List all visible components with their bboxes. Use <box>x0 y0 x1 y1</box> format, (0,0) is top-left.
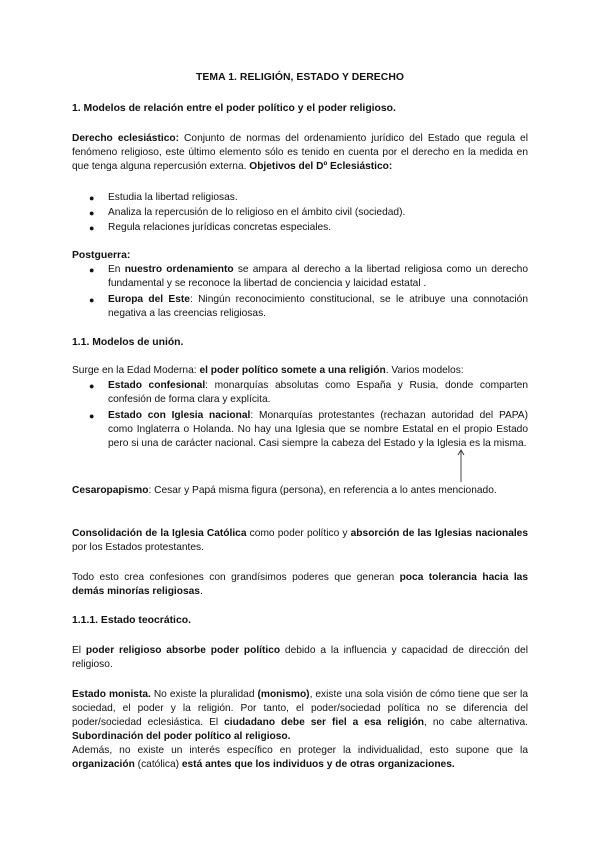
postguerra-heading: Postguerra: <box>72 250 131 261</box>
section-1-1-1-heading: 1.1.1. Estado teocrático. <box>72 615 191 626</box>
objetivos-list <box>72 191 528 235</box>
edad-moderna-paragraph: Surge en la Edad Moderna: el poder político somete a una religión. Varios modelos: <box>72 365 464 376</box>
bullet-icon: ● <box>89 193 95 203</box>
section-1-heading: 1. Modelos de relación entre el poder político y el poder religioso. <box>72 103 396 114</box>
bullet-icon: ● <box>89 295 95 305</box>
derecho-eclesiastico-paragraph: Derecho eclesiástico: Conjunto de normas del ordenamiento jurídico del Estado que regula el fenómeno religioso, este último elemento sólo es tenido en cuenta por el derecho en la medida en que tenga alguna repercusión externa. Objetivos del Dº Eclesiástico: <box>72 133 528 172</box>
list-item: ● Regula relaciones jurídicas concretas especiales. <box>89 222 332 233</box>
list-item: ● Analiza la repercusión de lo religioso en el ámbito civil (sociedad). <box>89 207 406 218</box>
bullet-icon: ● <box>89 223 95 233</box>
tolerancia-paragraph: Todo esto crea confesiones con grandísimos poderes que generan poca tolerancia hacia las demás minorías religiosas. <box>72 572 529 597</box>
teocratico-paragraph: El poder religioso absorbe poder político debido a la influencia y capacidad de dirección del religioso. <box>72 645 528 670</box>
list-item: ● Estado confesional: monarquías absolutas como España y Rusia, donde comparten confesión de forma clara y explícita. <box>89 380 529 405</box>
derecho-term: Derecho eclesiástico: <box>72 133 179 144</box>
postguerra-list <box>72 263 528 321</box>
arrow-up-icon <box>456 449 466 483</box>
modelos-list <box>72 379 528 451</box>
section-1-1-heading: 1.1. Modelos de unión. <box>72 337 184 348</box>
list-item: ● Estudia la libertad religiosas. <box>89 192 238 203</box>
estado-monista-paragraph: Estado monista. No existe la pluralidad (monismo), existe una sola visión de cómo tiene que ser la sociedad, el poder y la religión. Por tanto, el poder/sociedad política no se diferencia del poder/sociedad eclesiástica. El ciudadano debe ser fiel a esa religión, no cabe alternativa. Subordinación del poder político al religioso. Además, no existe un interés específico en proteger la individualidad, esto supone que la organización (católica) está antes que los individuos y de otras organizaciones. <box>72 689 528 770</box>
objetivos-label: Objetivos del Dº Eclesiástico: <box>249 161 393 172</box>
bullet-icon: ● <box>89 411 95 421</box>
cesaropapismo-paragraph: Cesaropapismo: Cesar y Papá misma figura (persona), en referencia a lo antes mencionado. <box>72 485 497 496</box>
bullet-icon: ● <box>89 208 95 218</box>
list-item: ● Europa del Este: Ningún reconocimiento constitucional, se le atribuye una connotación negativa a las creencias religiosas. <box>89 294 528 319</box>
list-item: ● Estado con Iglesia nacional: Monarquías protestantes (rechazan autoridad del PAPA) como Inglaterra o Holanda. No hay una Iglesia que se nombre Estatal en el propio Estado pero si una de carácter nacional. Casi siempre la cabeza del Estado y la Iglesia es la misma. <box>89 410 528 449</box>
bullet-icon: ● <box>89 381 95 391</box>
list-item: ● En nuestro ordenamiento se ampara al derecho a la libertad religiosa como un derecho fundamental y se reconoce la libertad de conciencia y laicidad estatal . <box>89 264 529 289</box>
bullet-icon: ● <box>89 265 95 275</box>
consolidacion-paragraph: Consolidación de la Iglesia Católica como poder político y absorción de las Iglesias nacionales por los Estados protestantes. <box>72 528 529 553</box>
page-title: TEMA 1. RELIGIÓN, ESTADO Y DERECHO <box>196 72 404 83</box>
